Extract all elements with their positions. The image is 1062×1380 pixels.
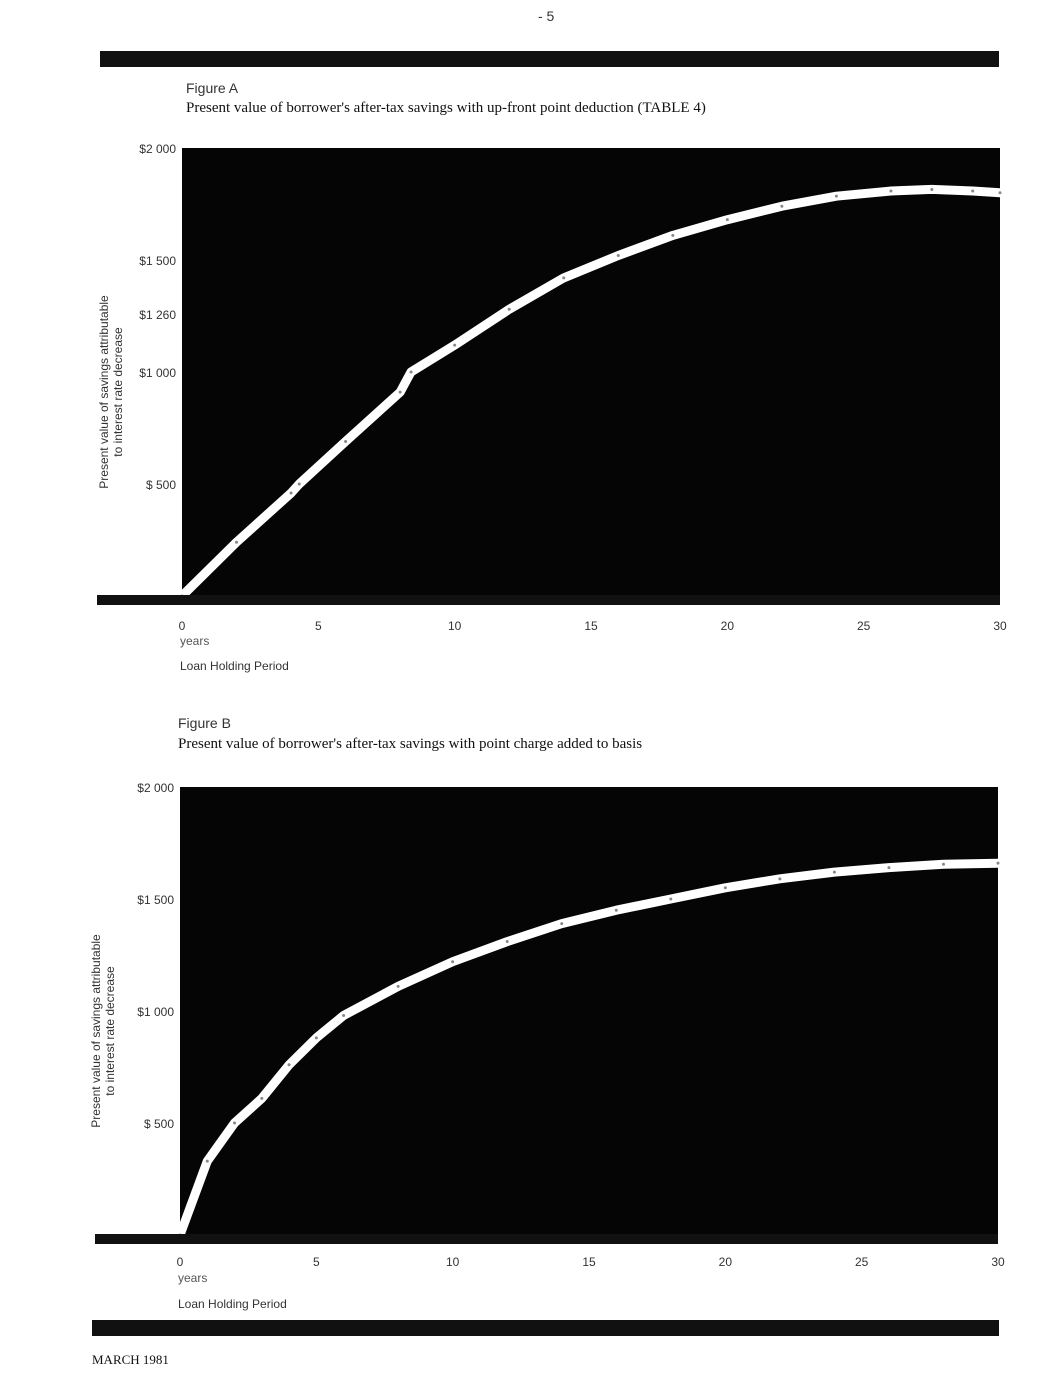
data-point	[997, 862, 1000, 865]
x-tick-label: 5	[312, 1255, 320, 1269]
data-point	[506, 940, 509, 943]
plot-area	[180, 787, 998, 1235]
footer-date: MARCH 1981	[92, 1352, 169, 1367]
page-number: - 5	[538, 8, 555, 24]
x-axis-label: Loan Holding Period	[178, 1297, 287, 1311]
data-point	[206, 1160, 209, 1163]
data-point	[560, 922, 563, 925]
bottom-rule	[92, 1320, 999, 1336]
data-point	[778, 877, 781, 880]
data-point	[233, 1122, 236, 1125]
data-point	[833, 871, 836, 874]
y-axis-label-line2: to interest rate decrease	[103, 966, 117, 1096]
y-tick-label: $1 000	[139, 366, 176, 380]
figure-b-label: Figure B	[178, 715, 231, 731]
y-axis-label: Present value of savings attributable	[97, 295, 111, 489]
y-tick-label: $2 000	[137, 781, 174, 795]
x-tick-label: 5	[314, 619, 322, 633]
y-tick-label: $1 260	[139, 307, 176, 322]
y-tick-label: $2 000	[139, 142, 176, 156]
figure-a-title: Present value of borrower's after-tax savings with up-front point deduction (TABLE 4)	[186, 100, 706, 116]
x-axis-rule	[95, 1234, 998, 1244]
data-point	[451, 960, 454, 963]
figure-a-label: Figure A	[186, 80, 239, 96]
data-point	[397, 985, 400, 988]
x-axis-unit: years	[178, 1271, 208, 1285]
x-tick-label: 15	[582, 1255, 596, 1269]
data-point	[942, 863, 945, 866]
x-tick-label: 10	[445, 1255, 460, 1269]
data-point	[887, 866, 890, 869]
x-tick-label: 20	[720, 619, 735, 633]
figure-b-title: Present value of borrower's after-tax savings with point charge added to basis	[178, 736, 643, 752]
x-axis-label: Loan Holding Period	[180, 659, 289, 673]
x-axis-unit: years	[180, 634, 210, 648]
y-tick-label: $ 500	[145, 478, 176, 492]
data-point	[315, 1036, 318, 1039]
y-tick-label: $1 000	[137, 1005, 174, 1019]
y-axis-label: Present value of savings attributable	[89, 934, 103, 1128]
x-tick-label: 0	[178, 619, 186, 633]
x-tick-label: 25	[854, 1255, 869, 1269]
data-point	[724, 886, 727, 889]
x-tick-label: 0	[176, 1255, 184, 1269]
x-tick-label: 30	[993, 619, 1007, 633]
data-point	[342, 1014, 345, 1017]
x-tick-label: 30	[991, 1255, 1005, 1269]
y-axis-label-line2: to interest rate decrease	[111, 327, 125, 457]
data-point	[669, 898, 672, 901]
data-point	[615, 909, 618, 912]
x-tick-label: 20	[718, 1255, 733, 1269]
data-point	[260, 1097, 263, 1100]
y-tick-label: $ 500	[143, 1117, 174, 1131]
y-tick-label: $1 500	[137, 893, 174, 907]
x-tick-label: 25	[856, 619, 871, 633]
y-tick-label: $1 500	[139, 254, 176, 268]
data-point	[288, 1063, 291, 1066]
x-tick-label: 10	[447, 619, 462, 633]
x-tick-label: 15	[584, 619, 598, 633]
